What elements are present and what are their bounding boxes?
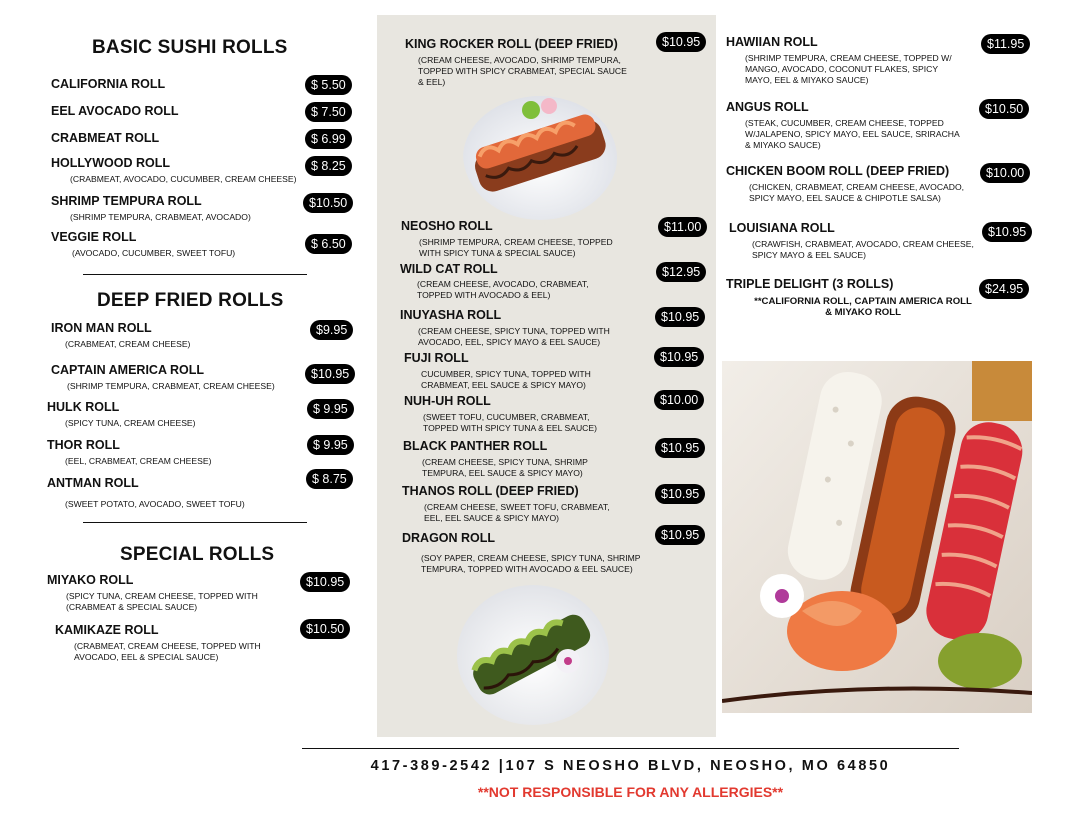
item-description: (SHRIMP TEMPURA, CRABMEAT, CREAM CHEESE)	[67, 381, 275, 391]
menu-item-fuji	[404, 351, 614, 391]
menu-item-neosho	[401, 219, 631, 259]
dragon-roll-plate-photo	[456, 581, 611, 726]
price-badge: $10.95	[655, 307, 705, 327]
menu-item-miyako	[47, 573, 272, 613]
price-badge: $10.00	[654, 390, 704, 410]
price-badge: $ 9.95	[307, 435, 354, 455]
item-name: KING ROCKER ROLL (DEEP FRIED)	[405, 37, 618, 51]
item-name: ANGUS ROLL	[726, 100, 809, 114]
price-badge: $ 9.95	[307, 399, 354, 419]
menu-item-angus	[726, 100, 966, 151]
item-name: WILD CAT ROLL	[400, 262, 498, 276]
allergy-warning: **NOT RESPONSIBLE FOR ANY ALLERGIES**	[477, 784, 784, 800]
item-description: (EEL, CRABMEAT, CREAM CHEESE)	[65, 456, 212, 466]
price-badge: $ 6.50	[305, 234, 352, 254]
item-name: DRAGON ROLL	[402, 531, 496, 545]
price-badge: $12.95	[656, 262, 706, 282]
price-badge: $10.95	[656, 32, 706, 52]
sushi-rolls-photo	[722, 361, 1032, 713]
price-badge: $ 8.25	[305, 156, 352, 176]
menu-item-thor	[47, 438, 297, 467]
item-name: THANOS ROLL (DEEP FRIED)	[402, 484, 579, 498]
menu-item-chicken-boom	[726, 164, 976, 204]
price-badge: $10.95	[300, 572, 350, 592]
item-name: CAPTAIN AMERICA ROLL	[51, 363, 204, 377]
item-name: MIYAKO ROLL	[47, 573, 134, 587]
menu-item-antman	[47, 476, 297, 510]
menu-item-hulk	[47, 400, 297, 429]
price-badge: $10.95	[654, 347, 704, 367]
item-description: (SOY PAPER, CREAM CHEESE, SPICY TUNA, SHRIMP TEMPURA, TOPPED WITH AVOCADO & EEL SAUCE)	[421, 553, 641, 574]
menu-item-california	[51, 77, 301, 91]
footer-contact-address: 417-389-2542 |107 S NEOSHO BLVD, NEOSHO, MO 64850	[370, 758, 891, 774]
item-name: CALIFORNIA ROLL	[51, 77, 166, 91]
item-description: (SHRIMP TEMPURA, CREAM CHEESE, TOPPED W/ MANGO, AVOCADO, COCONUT FLAKES, SPICY MAYO, EEL & MIYAKO SAUCE)	[745, 53, 952, 85]
price-badge: $10.50	[303, 193, 353, 213]
item-name: TRIPLE DELIGHT (3 ROLLS)	[726, 277, 894, 291]
section-divider	[83, 274, 307, 275]
item-description: (CREAM CHEESE, SWEET TOFU, CRABMEAT, EEL, EEL SAUCE & SPICY MAYO)	[424, 502, 610, 523]
menu-item-inuyasha	[400, 308, 630, 348]
price-badge: $10.50	[979, 99, 1029, 119]
item-description: (SWEET TOFU, CUCUMBER, CRABMEAT, TOPPED WITH SPICY TUNA & EEL SAUCE)	[423, 412, 597, 433]
price-badge: $9.95	[310, 320, 353, 340]
item-name: THOR ROLL	[47, 438, 120, 452]
item-description: (CRABMEAT, AVOCADO, CUCUMBER, CREAM CHEESE)	[70, 174, 297, 184]
menu-item-hawiian	[726, 35, 966, 86]
menu-item-wild-cat	[400, 262, 620, 301]
item-description: (CRABMEAT, CREAM CHEESE)	[65, 339, 191, 349]
price-badge: $10.95	[655, 438, 705, 458]
price-badge: $10.95	[982, 222, 1032, 242]
item-description: (SHRIMP TEMPURA, CREAM CHEESE, TOPPED WITH SPICY TUNA & SPECIAL SAUCE)	[419, 237, 613, 258]
item-description: (CRABMEAT, CREAM CHEESE, TOPPED WITH AVOCADO, EEL & SPECIAL SAUCE)	[74, 641, 261, 662]
item-description: (CREAM CHEESE, SPICY TUNA, TOPPED WITH AVOCADO, EEL, SPICY MAYO & EEL SAUCE)	[418, 326, 610, 347]
item-name: HOLLYWOOD ROLL	[51, 156, 170, 170]
item-name: IRON MAN ROLL	[51, 321, 152, 335]
item-name: BLACK PANTHER ROLL	[403, 439, 548, 453]
menu-item-shrimp-tempura	[51, 194, 301, 223]
item-description: **CALIFORNIA ROLL, CAPTAIN AMERICA ROLL & MIYAKO ROLL	[754, 296, 972, 318]
item-name: FUJI ROLL	[404, 351, 469, 365]
price-badge: $10.50	[300, 619, 350, 639]
menu-item-eel-avocado	[51, 104, 301, 118]
item-name: NEOSHO ROLL	[401, 219, 493, 233]
footer-divider	[302, 748, 959, 749]
menu-item-iron-man	[51, 321, 301, 350]
item-description: (SHRIMP TEMPURA, CRABMEAT, AVOCADO)	[70, 212, 251, 222]
sushi-plate-photo	[463, 88, 618, 220]
price-badge: $ 7.50	[305, 102, 352, 122]
price-badge: $11.00	[658, 217, 707, 237]
item-description: (SPICY TUNA, CREAM CHEESE, TOPPED WITH (CRABMEAT & SPECIAL SAUCE)	[66, 591, 258, 612]
menu-item-captain-america	[51, 363, 311, 392]
item-description: (CREAM CHEESE, AVOCADO, SHRIMP TEMPURA, TOPPED WITH SPICY CRABMEAT, SPECIAL SAUCE & EEL)	[418, 55, 627, 87]
item-description: (CREAM CHEESE, SPICY TUNA, SHRIMP TEMPURA, EEL SAUCE & SPICY MAYO)	[422, 457, 588, 478]
menu-item-thanos	[402, 484, 622, 524]
item-name: INUYASHA ROLL	[400, 308, 502, 322]
price-badge: $ 6.99	[305, 129, 352, 149]
menu-item-hollywood	[51, 156, 311, 185]
menu-item-triple-delight	[726, 277, 976, 318]
menu-item-nuh-uh	[404, 394, 614, 434]
item-description: (CHICKEN, CRABMEAT, CREAM CHEESE, AVOCADO, SPICY MAYO, EEL SAUCE & CHIPOTLE SALSA)	[749, 182, 965, 203]
item-name: HAWIIAN ROLL	[726, 35, 818, 49]
item-name: ANTMAN ROLL	[47, 476, 139, 490]
item-description: (CREAM CHEESE, AVOCADO, CRABMEAT, TOPPED WITH AVOCADO & EEL)	[417, 279, 589, 300]
item-name: EEL AVOCADO ROLL	[51, 104, 179, 118]
item-name: CHICKEN BOOM ROLL (DEEP FRIED)	[726, 164, 950, 178]
item-name: SHRIMP TEMPURA ROLL	[51, 194, 202, 208]
menu-item-dragon	[402, 531, 652, 575]
price-badge: $24.95	[979, 279, 1029, 299]
menu-item-king-rocker	[405, 37, 630, 88]
price-badge: $11.95	[981, 34, 1030, 54]
section-divider	[83, 522, 307, 523]
item-description: (AVOCADO, CUCUMBER, SWEET TOFU)	[72, 248, 236, 258]
menu-item-kamikaze	[55, 623, 280, 663]
price-badge: $10.00	[980, 163, 1030, 183]
section-title-deep-fried: DEEP FRIED ROLLS	[97, 290, 284, 311]
item-name: KAMIKAZE ROLL	[55, 623, 159, 637]
menu-item-veggie	[51, 230, 301, 259]
item-name: VEGGIE ROLL	[51, 230, 137, 244]
section-title-special: SPECIAL ROLLS	[120, 544, 275, 565]
item-description: CUCUMBER, SPICY TUNA, TOPPED WITH CRABMEAT, EEL SAUCE & SPICY MAYO)	[421, 369, 591, 390]
item-description: (STEAK, CUCUMBER, CREAM CHEESE, TOPPED W/JALAPENO, SPICY MAYO, EEL SAUCE, SRIRACHA & MIYAKO SAUCE)	[745, 118, 960, 150]
menu-item-louisiana	[729, 221, 974, 261]
menu-item-crabmeat	[51, 131, 301, 145]
price-badge: $10.95	[655, 525, 705, 545]
price-badge: $10.95	[655, 484, 705, 504]
menu-item-black-panther	[403, 439, 618, 479]
item-description: (CRAWFISH, CRABMEAT, AVOCADO, CREAM CHEESE, SPICY MAYO & EEL SAUCE)	[752, 239, 974, 260]
item-description: (SWEET POTATO, AVOCADO, SWEET TOFU)	[65, 499, 245, 509]
price-badge: $ 5.50	[305, 75, 352, 95]
item-name: NUH-UH ROLL	[404, 394, 491, 408]
item-name: CRABMEAT ROLL	[51, 131, 160, 145]
item-name: LOUISIANA ROLL	[729, 221, 835, 235]
item-description: (SPICY TUNA, CREAM CHEESE)	[65, 418, 196, 428]
price-badge: $10.95	[305, 364, 355, 384]
section-title-basic: BASIC SUSHI ROLLS	[92, 37, 288, 58]
item-name: HULK ROLL	[47, 400, 120, 414]
price-badge: $ 8.75	[306, 469, 353, 489]
